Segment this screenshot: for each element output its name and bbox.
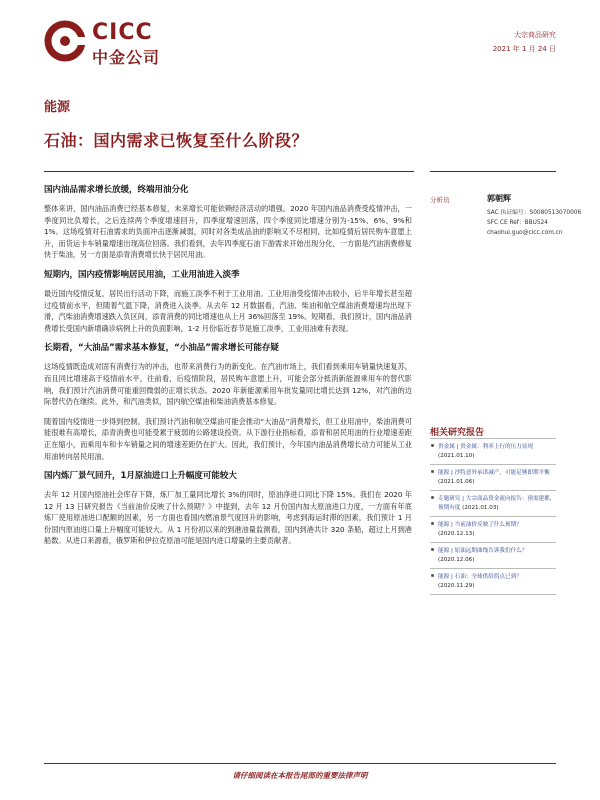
cicc-logo-icon xyxy=(44,20,86,62)
bullet-icon xyxy=(431,496,434,499)
related-report-date: (2020.12.13) xyxy=(438,531,475,537)
analyst-email[interactable]: chaohui.guo@cicc.com.cn xyxy=(487,230,563,236)
analyst-name: 郭朝辉 xyxy=(487,194,511,203)
paragraph-block xyxy=(44,342,412,407)
related-reports-title: 相关研究报告 xyxy=(430,428,485,438)
analyst-sfc-ref: SFC CE Ref：BBU524 xyxy=(487,220,548,226)
related-report-title: 能源 | 原油远期曲线告诉我们什么？ xyxy=(438,548,528,554)
analyst-label: 分析员 xyxy=(430,196,450,204)
related-report-date: (2020.12.06) xyxy=(438,557,475,563)
paragraph-block xyxy=(44,416,412,462)
section-label: 能源 xyxy=(44,100,71,115)
paragraph-block xyxy=(44,184,412,261)
bullet-icon xyxy=(431,548,434,551)
page-title: 石油：国内需求已恢复至什么阶段？ xyxy=(44,131,309,150)
paragraph-heading: 短期内，国内疫情影响居民用油，工业用油进入淡季 xyxy=(44,269,240,280)
report-body xyxy=(44,184,412,555)
legal-notice: 请仔细阅读在本报告尾部的重要法律声明 xyxy=(232,771,368,780)
footer-divider xyxy=(44,763,556,764)
paragraph-text: 最近国内疫情反复，居民出行活动下降，而施工淡季不利于工业用油。工业用油受疫情冲击较小，后半年增长甚至超过疫情前水平，但随着气温下降，消费进入淡季。从去年 12 月数据看，汽油、柴油和航空煤油消费增速均出现下滑，汽柴油消费增速跌入负区间，添青消费的同比增速也从上月 36%回落至 19%。短期看，我们预计，国内油品消费增长受国内新增确诊病例上升的负面影响，1-2 月份临近春节是施工淡季，工业用油难有表现。 xyxy=(44,288,412,333)
related-report-date: (2020.11.29) xyxy=(438,583,475,589)
logo-text-en: CICC xyxy=(92,20,153,45)
report-date: 2021 年 1 月 24 日 xyxy=(492,45,556,53)
title-divider xyxy=(44,171,414,172)
paragraph-text: 随着国内疫情进一步得到控制，我们预计汽油和航空煤油可能会推动“大油品”消费增长，但工业用油中，柴油消费可能很难有高增长，添青消费也可能受累于疲弱的公路建设投资。从下游行业指标看，添青和居民用油的行业增速差距正在缩小，而乘用车和卡车销量之间的增速差距仍在扩大。因此，我们预计，今年国内油品消费增长动力可能从工业用油转向居民用油。 xyxy=(44,416,412,461)
related-report-title: 能源 | 石油：全球供给拐点已到？ xyxy=(438,574,522,580)
related-report-link[interactable] xyxy=(430,464,556,490)
related-report-title: 专题研究 | 大宗商品资金流向报告：预需建都，预期有度 xyxy=(438,496,556,511)
bullet-icon xyxy=(431,522,434,525)
related-report-link[interactable] xyxy=(430,438,556,464)
analyst-info xyxy=(487,193,582,238)
paragraph-text: 这场疫情既造成对固有消费行为的冲击，也带来消费行为的新变化。在汽油市场上，我们看到乘用车销量快速复苏，而且同比增速高于疫情前水平，往前看，后疫情阶段，居民购车意愿上升，可能会部分抵消新能源乘用车的替代影响，我们预计汽油消费可能重回微弱的正增长状态。2020 年新能源乘用车批发量同比增长达到 12%，对汽油的边际替代仍在继续。此外，和汽油类似，国内航空煤油和柴油消费基本修复。 xyxy=(44,362,412,407)
sidebar-divider xyxy=(430,171,556,172)
related-report-link[interactable] xyxy=(430,516,556,542)
logo-text-cn: 中金公司 xyxy=(92,48,161,67)
bullet-icon xyxy=(431,574,434,577)
related-reports-list xyxy=(430,438,556,595)
paragraph-heading: 国内炼厂景气回升，1月原油进口上升幅度可能较大 xyxy=(44,471,237,482)
related-report-title: 能源 | 沙特意外承诺减产，可能足够即期平衡 xyxy=(438,470,550,476)
report-category: 大宗商品研究 xyxy=(514,31,556,39)
related-report-date: (2021.01.03) xyxy=(462,505,499,511)
related-report-date: (2021.01.06) xyxy=(438,479,475,485)
cicc-logo xyxy=(44,18,174,68)
related-report-title: 能源 | 当前油价反映了什么预期？ xyxy=(438,522,522,528)
related-report-link[interactable] xyxy=(430,542,556,568)
paragraph-heading: 长期看，“大油品”需求基本修复，“小油品”需求增长可能存疑 xyxy=(44,343,279,354)
paragraph-block xyxy=(44,269,412,334)
related-report-link[interactable] xyxy=(430,568,556,595)
paragraph-block xyxy=(44,470,412,547)
paragraph-text: 去年 12 月国内原油社会库存下降，炼厂加工量同比增长 3%的同时，原油净进口同比下降 15%。我们在 2020 年 12 月 13 日研究报告《当前油价反映了什么预期？》中提到，去年 12 月份国内加大原油进口力度，一方面有年底炼厂使用原油进口配额的因素，另一方面也看国内燃油景气度回升的影响，考虑到海运时滞的因素，我们预计 1 月份国内原油进口量上升幅度可能较大。从 1 月份初以来的到港油量监测看，国内到港共计 320 条船，超过上月到港船数。从进口来源看，俄罗斯和伊拉克原油可能是国内进口增量的主要贡献者。 xyxy=(44,490,412,546)
related-report-date: (2021.01.10) xyxy=(438,453,475,459)
bullet-icon xyxy=(431,470,434,473)
paragraph-text: 整体来讲，国内油品消费已经基本修复，未来增长可能依赖经济活动的增强。2020 年国内油品消费受疫情冲击，一季度同比负增长，之后连续两个季度增速回升，四季度增速回落，四个季度同比增速分别为-15%、6%、9%和 1%。这场疫情对石油需求的负面冲击逐渐减弱，同时对各类成品油的影响又不尽相同，比如疫情后居民购车意愿上升，而货运卡车销量增速出现高位回落。我们看到，去年四季度石油下游需求开始出现分化，一方面是汽油消费修复快于柴油，另一方面是添青消费增长快于居民用油。 xyxy=(44,204,412,260)
analyst-sac-id: SAC 执证编号：S0080513070006 xyxy=(487,210,582,216)
related-report-title: 贵金属 | 贵金属：利率上行的压力显现 xyxy=(438,444,533,450)
related-report-link[interactable] xyxy=(430,490,556,516)
paragraph-heading: 国内油品需求增长放缓，终端用油分化 xyxy=(44,185,189,195)
bullet-icon xyxy=(431,444,434,447)
